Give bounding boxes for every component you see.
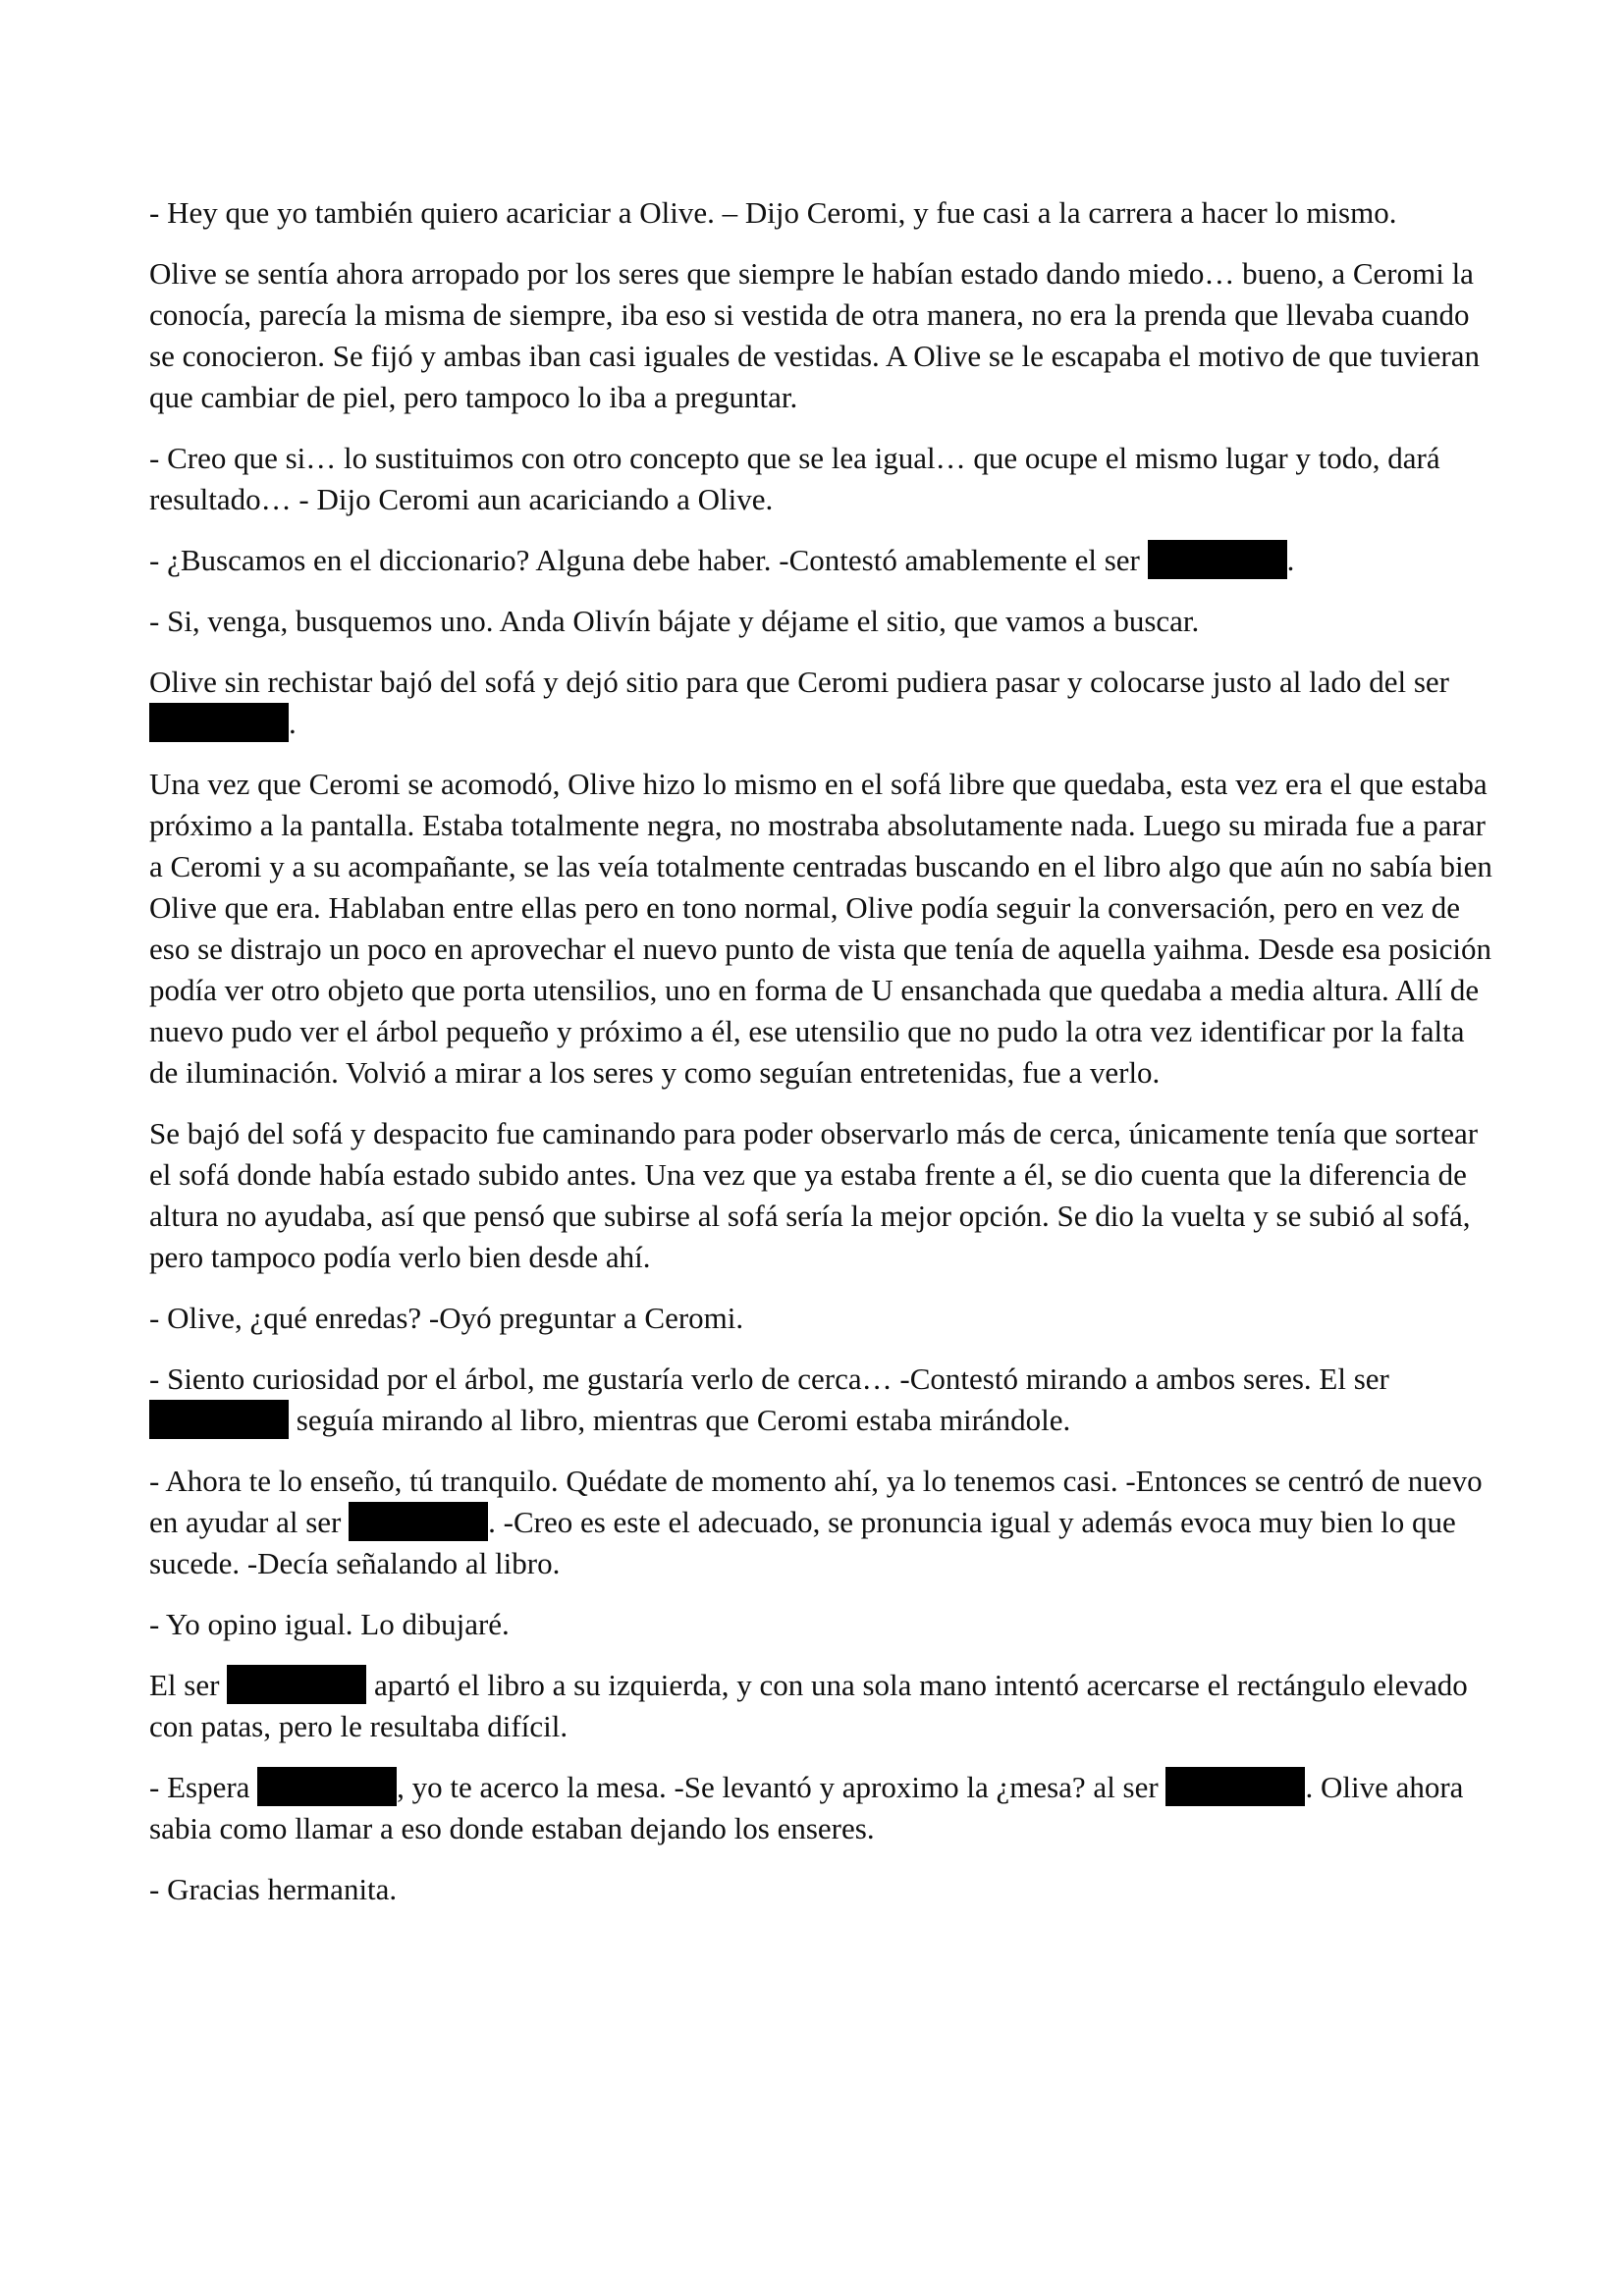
paragraph: - Siento curiosidad por el árbol, me gustaría verlo de cerca… -Contestó mirando a ambos seres. El ser seguía mirando al libro, mientras que Ceromi estaba mirándole. <box>149 1362 1389 1437</box>
document-page <box>149 192 1494 1930</box>
redaction-block <box>149 1400 289 1439</box>
paragraph: - Gracias hermanita. <box>149 1872 398 1906</box>
paragraph: - Yo opino igual. Lo dibujaré. <box>149 1607 510 1641</box>
paragraph: - Creo que si… lo sustituimos con otro concepto que se lea igual… que ocupe el mismo lugar y todo, dará resultado… - Dijo Ceromi aun acariciando a Olive. <box>149 441 1440 516</box>
redaction-block <box>257 1767 397 1806</box>
redaction-block <box>149 703 289 742</box>
paragraph: - ¿Buscamos en el diccionario? Alguna debe haber. -Contestó amablemente el ser . <box>149 540 1494 581</box>
paragraph: El ser apartó el libro a su izquierda, y con una sola mano intentó acercarse el rectángulo elevado con patas, pero le resultaba difícil. <box>149 1665 1494 1747</box>
paragraph: - Hey que yo también quiero acariciar a Olive. – Dijo Ceromi, y fue casi a la carrera a hacer lo mismo. <box>149 195 1397 230</box>
paragraph: Se bajó del sofá y despacito fue caminando para poder observarlo más de cerca, únicamente tenía que sortear el sofá donde había estado subido antes. Una vez que ya estaba frente a él, se dio cuenta que la diferencia de altura no ayudaba, así que pensó que subirse al sofá sería la mejor opción. Se dio la vuelta y se subió al sofá, pero tampoco podía verlo bien desde ahí. <box>149 1116 1479 1274</box>
redaction-block <box>1148 540 1287 579</box>
paragraph: - Ahora te lo enseño, tú tranquilo. Quédate de momento ahí, ya lo tenemos casi. -Entonces se centró de nuevo en ayudar al ser . -Creo es este el adecuado, se pronuncia igual y además evoca muy bien lo que sucede. -Decía señalando al libro. <box>149 1464 1483 1580</box>
paragraph: Olive se sentía ahora arropado por los seres que siempre le habían estado dando miedo… bueno, a Ceromi la conocía, parecía la misma de siempre, iba eso si vestida de otra manera, no era la prenda que llevaba cuando se conocieron. Se fijó y ambas iban casi iguales de vestidas. A Olive se le escapaba el motivo de que tuvieran que cambiar de piel, pero tampoco lo iba a preguntar. <box>149 256 1480 414</box>
redaction-block <box>1165 1767 1305 1806</box>
paragraph: Olive sin rechistar bajó del sofá y dejó sitio para que Ceromi pudiera pasar y colocarse justo al lado del ser . <box>149 665 1449 740</box>
redaction-block <box>349 1502 488 1541</box>
redaction-block <box>227 1665 366 1704</box>
paragraph: - Si, venga, busquemos uno. Anda Olivín bájate y déjame el sitio, que vamos a buscar. <box>149 604 1200 638</box>
paragraph: - Espera , yo te acerco la mesa. -Se levantó y aproximo la ¿mesa? al ser . Olive ahora sabia como llamar a eso donde estaban dejando los enseres. <box>149 1767 1494 1849</box>
paragraph: - Olive, ¿qué enredas? -Oyó preguntar a Ceromi. <box>149 1301 744 1335</box>
paragraph: Una vez que Ceromi se acomodó, Olive hizo lo mismo en el sofá libre que quedaba, esta vez era el que estaba próximo a la pantalla. Estaba totalmente negra, no mostraba absolutamente nada. Luego su mirada fue a parar a Ceromi y a su acompañante, se las veía totalmente centradas buscando en el libro algo que aún no sabía bien Olive que era. Hablaban entre ellas pero en tono normal, Olive podía seguir la conversación, pero en vez de eso se distrajo un poco en aprovechar el nuevo punto de vista que tenía de aquella yaihma. Desde esa posición podía ver otro objeto que porta utensilios, uno en forma de U ensanchada que quedaba a media altura. Allí de nuevo pudo ver el árbol pequeño y próximo a él, ese utensilio que no pudo la otra vez identificar por la falta de iluminación. Volvió a mirar a los seres y como seguían entretenidas, fue a verlo. <box>149 767 1492 1090</box>
